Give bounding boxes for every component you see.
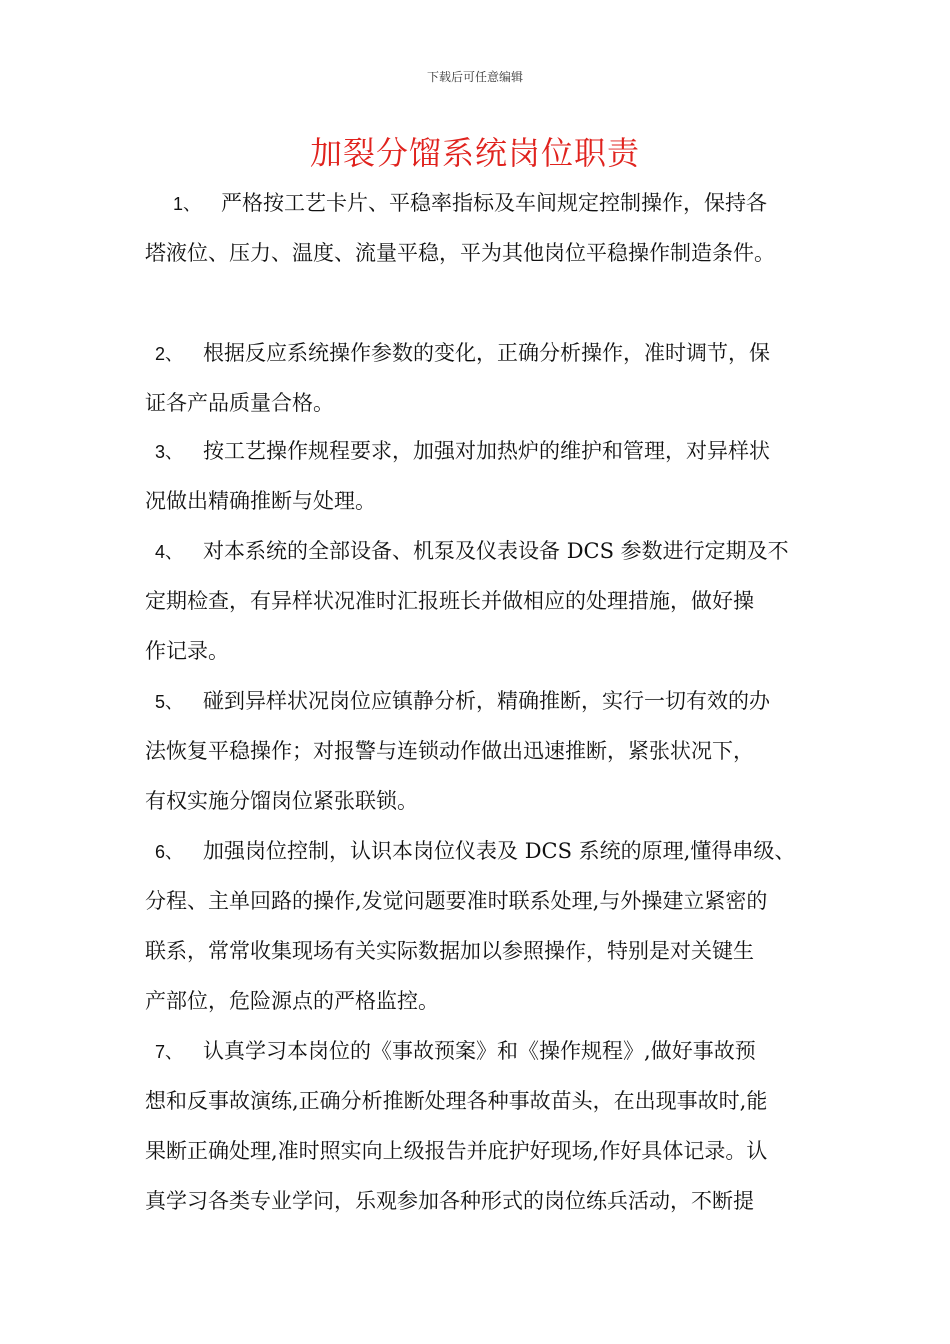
item-number: 2、 <box>155 344 184 364</box>
item-3-line-1: 3、 按工艺操作规程要求，加强对加热炉的维护和管理，对异样状 <box>155 426 770 476</box>
item-4-line-3: 作记录。 <box>145 639 229 663</box>
item-6-line-1: 6、 加强岗位控制，认识本岗位仪表及 DCS 系统的原理,懂得串级、 <box>155 826 795 876</box>
item-5-line-3: 有权实施分馏岗位紧张联锁。 <box>145 789 418 813</box>
item-2-line-1: 2、 根据反应系统操作参数的变化，正确分析操作，准时调节，保 <box>155 328 770 378</box>
header-note: 下载后可任意编辑 <box>426 70 523 84</box>
item-5-line-1: 5、 碰到异样状况岗位应镇静分析，精确推断，实行一切有效的办 <box>155 676 770 726</box>
item-7-line-4: 真学习各类专业学问，乐观参加各种形式的岗位练兵活动，不断提 <box>145 1189 754 1213</box>
item-number: 1、 <box>173 194 202 214</box>
item-7-line-2: 想和反事故演练,正确分析推断处理各种事故苗头，在出现事故时,能 <box>145 1089 768 1113</box>
document-title: 加裂分馏系统岗位职责 <box>309 134 640 172</box>
item-7-line-3: 果断正确处理,准时照实向上级报告并庇护好现场,作好具体记录。认 <box>145 1139 768 1163</box>
item-3-line-2: 况做出精确推断与处理。 <box>145 489 376 513</box>
item-7-line-1: 7、 认真学习本岗位的《事故预案》和《操作规程》,做好事故预 <box>155 1026 756 1076</box>
item-6-line-4: 产部位，危险源点的严格监控。 <box>145 989 439 1013</box>
item-number: 7、 <box>155 1042 184 1062</box>
item-5-line-2: 法恢复平稳操作；对报警与连锁动作做出迅速推断，紧张状况下， <box>145 739 754 763</box>
item-6-line-2: 分程、主单回路的操作,发觉问题要准时联系处理,与外操建立紧密的 <box>145 889 768 913</box>
item-1-line-2: 塔液位、压力、温度、流量平稳，平为其他岗位平稳操作制造条件。 <box>145 241 775 265</box>
item-number: 4、 <box>155 542 184 562</box>
item-number: 3、 <box>155 442 184 462</box>
item-number: 5、 <box>155 692 184 712</box>
item-2-line-2: 证各产品质量合格。 <box>145 391 334 415</box>
item-6-line-3: 联系，常常收集现场有关实际数据加以参照操作，特别是对关键生 <box>145 939 754 963</box>
item-4-line-2: 定期检查，有异样状况准时汇报班长并做相应的处理措施，做好操 <box>145 589 754 613</box>
item-number: 6、 <box>155 842 184 862</box>
item-4-line-1: 4、 对本系统的全部设备、机泵及仪表设备 DCS 参数进行定期及不 <box>155 526 789 576</box>
item-1-line-1: 1、 严格按工艺卡片、平稳率指标及车间规定控制操作，保持各 <box>173 178 767 228</box>
